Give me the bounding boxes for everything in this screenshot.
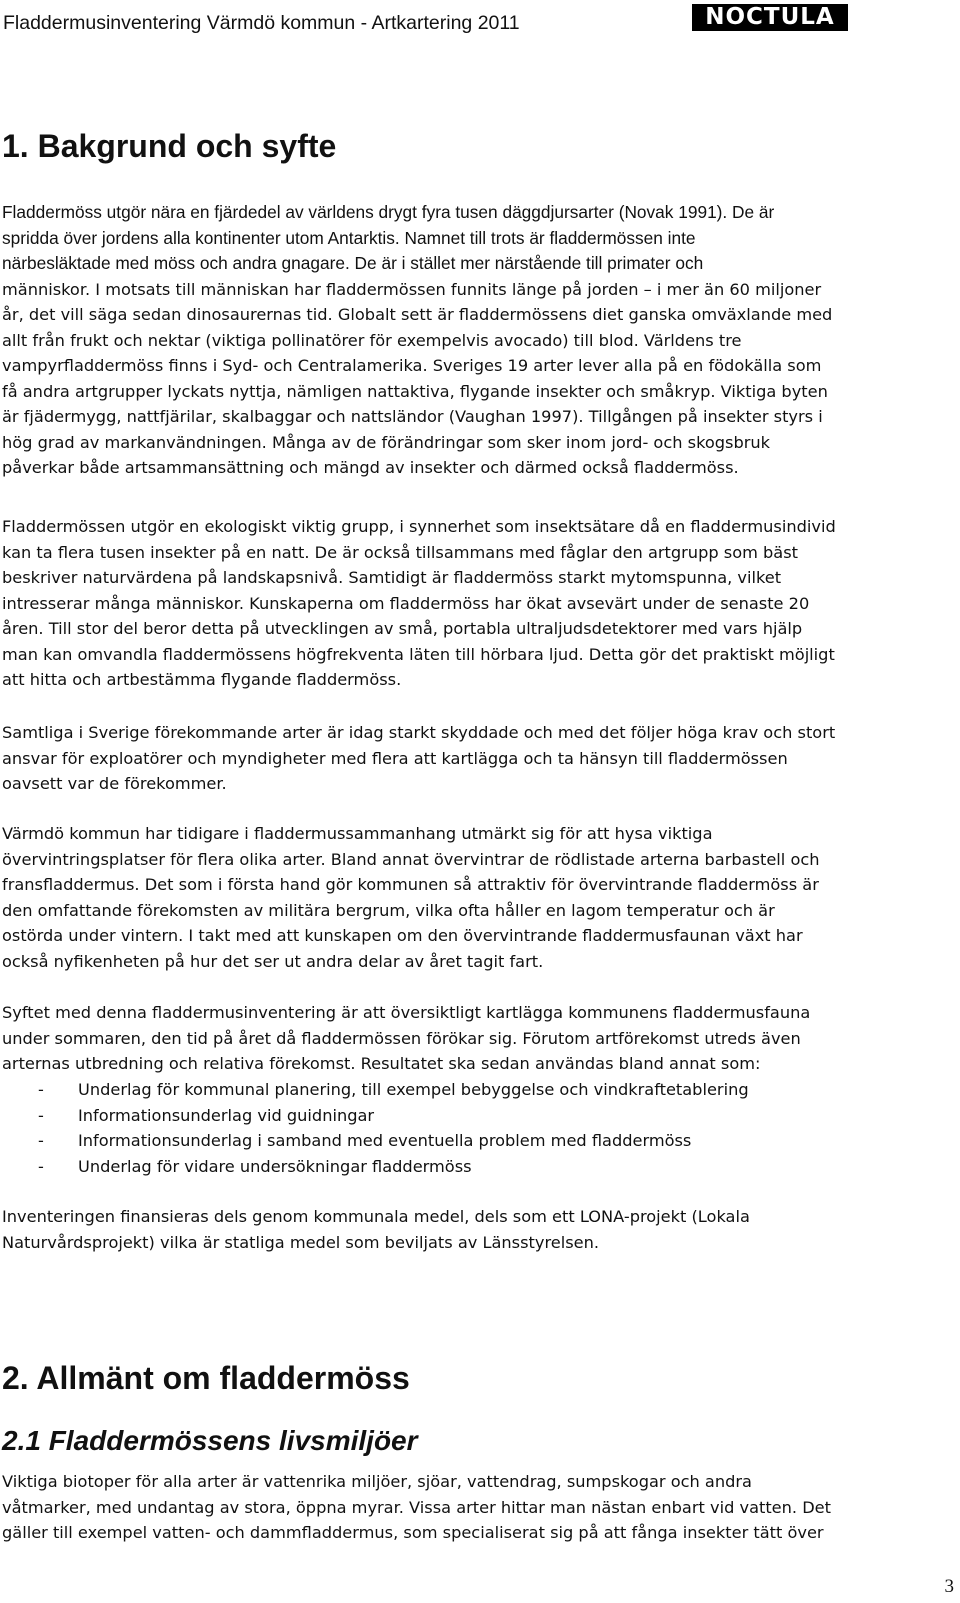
text-line: under sommaren, den tid på året då fladdermössen förökar sig. Förutom artförekomst utreds även: [2, 1028, 801, 1048]
list-item-text: Informationsunderlag i samband med eventuella problem med fladdermöss: [78, 1131, 692, 1150]
usage-list: [38, 1077, 749, 1179]
text-line: gäller till exempel vatten- och dammfladdermus, som specialiserat sig på att fånga insekter tätt över: [2, 1523, 824, 1542]
section-2-1-heading: 2.1 Fladdermössens livsmiljöer: [2, 1425, 418, 1456]
text-line: Inventeringen finansieras dels genom kommunala medel, dels som ett LONA-projekt (Lokala: [2, 1207, 750, 1226]
text-line: våtmarker, med undantag av stora, öppna myrar. Vissa arter hittar man nästan enbart vid vatten. Det: [2, 1497, 831, 1517]
text-line: år, det vill säga sedan dinosaurernas tid. Globalt sett är fladdermössens diet ganska omväxlande med: [2, 305, 833, 324]
paragraph-2: [2, 514, 956, 693]
document-title: Fladdermusinventering Värmdö kommun - Artkartering 2011: [3, 12, 520, 34]
text-line: kan ta flera tusen insekter på en natt. De är också tillsammans med fåglar den artgrupp som bäst: [2, 542, 798, 562]
text-line: Syftet med denna fladdermusinventering är att översiktligt kartlägga kommunens fladdermusfauna: [2, 1003, 811, 1022]
text-line: också nyfikenheten på hur det ser ut andra delar av året tagit fart.: [2, 951, 544, 971]
bullet-dash: -: [38, 1105, 44, 1125]
paragraph-3: [2, 720, 956, 797]
text-line: ansvar för exploatörer och myndigheter med flera att kartlägga och ta hänsyn till fladdermössen: [2, 748, 788, 768]
text-line: Viktiga biotoper för alla arter är vattenrika miljöer, sjöar, vattendrag, sumpskogar och andra: [2, 1472, 752, 1491]
text-line: människor. I motsats till människan har fladdermössen funnits länge på jorden – i mer än 60 miljoner: [2, 279, 822, 299]
paragraph-6: [2, 1204, 956, 1255]
list-item: [38, 1103, 749, 1129]
text-line: Fladdermöss utgör nära en fjärdedel av världens drygt fyra tusen däggdjursarter (Novak 1991). De är: [2, 202, 775, 222]
text-line: åren. Till stor del beror detta på utvecklingen av små, portabla ultraljudsdetektorer med vars hjälp: [2, 619, 803, 638]
text-line: Värmdö kommun har tidigare i fladdermussammanhang utmärkt sig för att hysa viktiga: [2, 824, 713, 843]
list-item-text: Informationsunderlag vid guidningar: [78, 1105, 375, 1125]
text-line: Samtliga i Sverige förekommande arter är idag starkt skyddade och med det följer höga krav och stort: [2, 723, 836, 742]
list-item: [38, 1154, 749, 1180]
list-item: [38, 1077, 749, 1103]
text-line: arternas utbredning och relativa förekomst. Resultatet ska sedan användas bland annat som:: [2, 1054, 761, 1073]
bullet-dash: -: [38, 1080, 44, 1099]
text-line: oavsett var de förekommer.: [2, 774, 227, 793]
paragraph-7: [2, 1469, 956, 1546]
page-number: 3: [944, 1576, 954, 1597]
text-line: beskriver naturvärdena på landskapsnivå. Samtidigt är fladdermöss starkt mytomspunna, vilket: [2, 568, 782, 587]
text-line: allt från frukt och nektar (viktiga pollinatörer för exempelvis avocado) till blod. Världens tre: [2, 330, 742, 350]
paragraph-1: [2, 200, 956, 481]
text-line: Naturvårdsprojekt) vilka är statliga medel som beviljats av Länsstyrelsen.: [2, 1232, 600, 1252]
list-item-text: Underlag för kommunal planering, till exempel bebyggelse och vindkraftetablering: [78, 1080, 749, 1099]
text-line: Fladdermössen utgör en ekologiskt viktig grupp, i synnerhet som insektsätare då en fladdermusindivid: [2, 517, 836, 536]
list-item-text: Underlag för vidare undersökningar fladdermöss: [78, 1156, 472, 1176]
text-line: intresserar många människor. Kunskaperna om fladdermöss har ökat avsevärt under de senaste 20: [2, 593, 810, 613]
text-line: att hitta och artbestämma flygande fladdermöss.: [2, 670, 402, 689]
text-line: påverkar både artsammansättning och mängd av insekter och därmed också fladdermöss.: [2, 458, 739, 477]
text-line: övervintringsplatser för flera olika arter. Bland annat övervintrar de rödlistade arterna barbastell och: [2, 849, 820, 869]
text-line: man kan omvandla fladdermössens högfrekventa läten till hörbara ljud. Detta gör det praktiskt möjligt: [2, 644, 835, 664]
text-line: är fjädermygg, nattfjärilar, skalbaggar och nattsländor (Vaughan 1997). Tillgången på insekter styrs i: [2, 407, 823, 426]
text-line: fransfladdermus. Det som i första hand gör kommunen så attraktiv för övervintrande fladdermöss är: [2, 875, 819, 894]
text-line: vampyrfladdermöss finns i Syd- och Centralamerika. Sveriges 19 arter lever alla på en födokälla som: [2, 356, 822, 375]
text-line: få andra artgrupper lyckats nyttja, nämligen nattaktiva, flygande insekter och småkryp. Viktiga byten: [2, 381, 828, 401]
text-line: ostörda under vintern. I takt med att kunskapen om den övervintrande fladdermusfaunan växt har: [2, 926, 803, 945]
paragraph-4: [2, 821, 956, 974]
section-1-heading: 1. Bakgrund och syfte: [2, 128, 337, 164]
text-line: spridda över jordens alla kontinenter utom Antarktis. Namnet till trots är fladdermössen inte: [2, 227, 696, 248]
paragraph-5: [2, 1000, 956, 1077]
noctula-logo: NOCTULA: [692, 4, 848, 31]
section-2-heading: 2. Allmänt om fladdermöss: [2, 1360, 410, 1396]
bullet-dash: -: [38, 1156, 44, 1176]
text-line: närbesläktade med möss och andra gnagare. De är i stället mer närstående till primater och: [2, 253, 704, 273]
text-line: hög grad av markanvändningen. Många av de förändringar som sker inom jord- och skogsbruk: [2, 432, 771, 452]
list-item: [38, 1128, 749, 1154]
text-line: den omfattande förekomsten av militära bergrum, vilka ofta håller en lagom temperatur och är: [2, 900, 775, 920]
bullet-dash: -: [38, 1131, 44, 1150]
page-header: [0, 0, 960, 40]
